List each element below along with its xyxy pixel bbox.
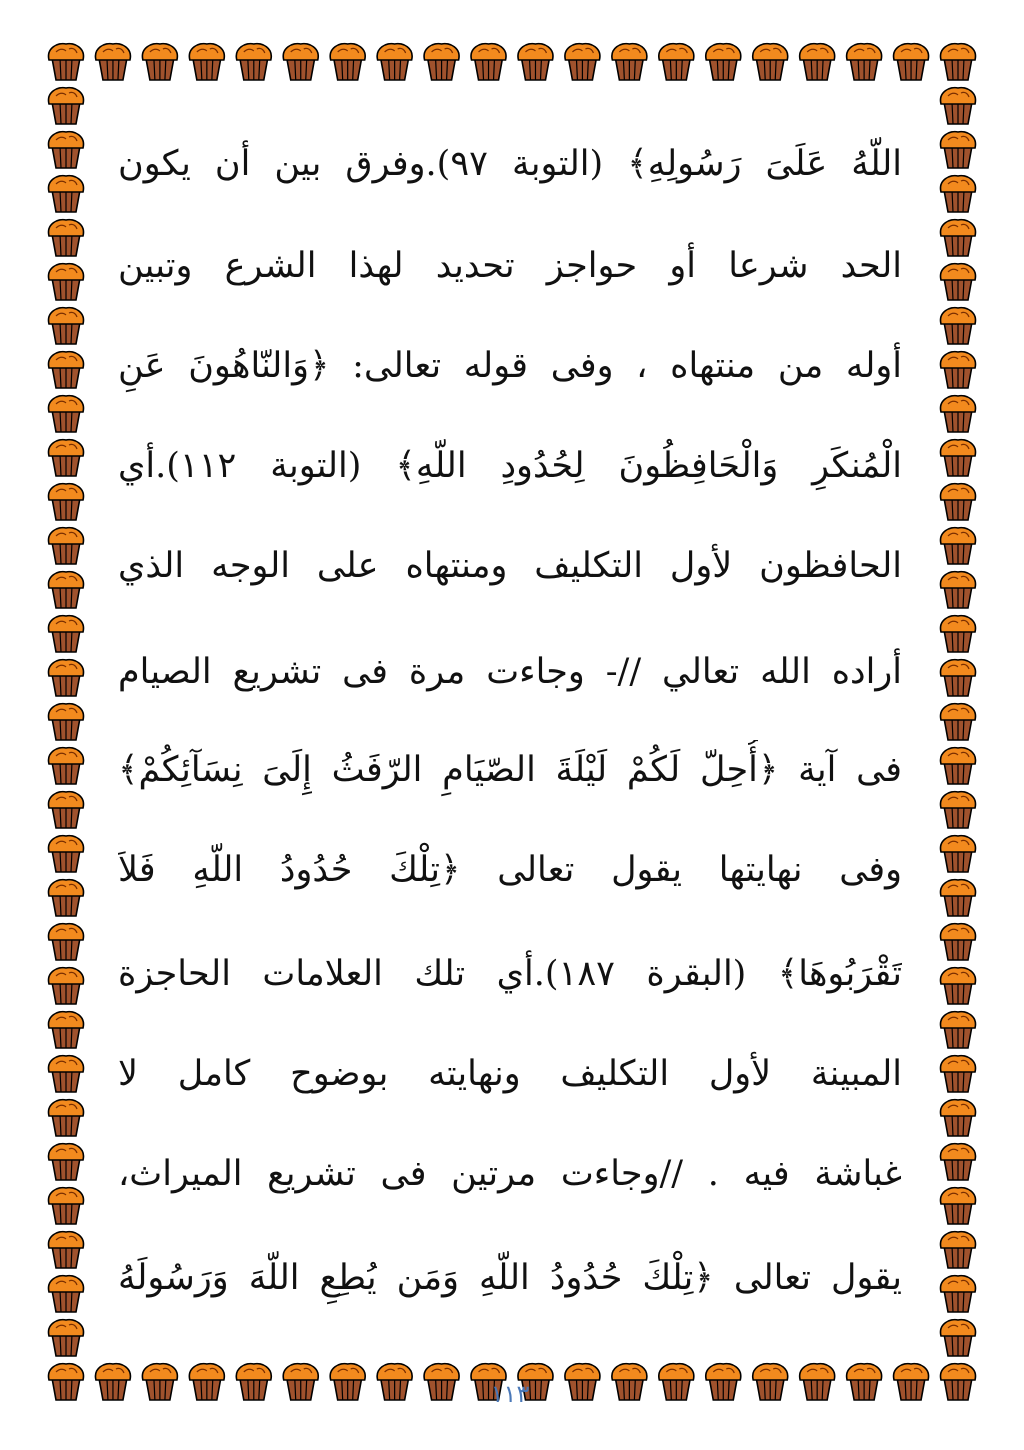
muffin-icon	[941, 924, 976, 960]
muffin-icon	[941, 1320, 976, 1356]
muffin-icon	[941, 264, 976, 300]
muffin-icon	[283, 44, 318, 80]
muffin-icon	[941, 1144, 976, 1180]
muffin-icon	[941, 792, 976, 828]
muffin-icon	[189, 44, 224, 80]
muffin-icon	[49, 1364, 84, 1400]
muffin-icon	[49, 1144, 84, 1180]
text-line: يقول تعالى ﴿تِلْكَ حُدُودُ اللّهِ وَمَن يُطِعِ اللّهَ وَرَسُولَهُ	[118, 1258, 902, 1298]
text-line: الحافظون لأول التكليف ومنتهاه على الوجه الذي	[118, 546, 902, 586]
muffin-icon	[236, 44, 271, 80]
muffin-icon	[424, 44, 459, 80]
muffin-icon	[49, 440, 84, 476]
muffin-icon	[753, 44, 788, 80]
muffin-icon	[941, 1188, 976, 1224]
muffin-icon	[49, 1276, 84, 1312]
muffin-icon	[941, 1012, 976, 1048]
muffin-icon	[49, 880, 84, 916]
document-page	[110, 112, 910, 1408]
muffin-icon	[49, 264, 84, 300]
muffin-icon	[471, 44, 506, 80]
text-line: تَقْرَبُوهَا﴾ (البقرة ١٨٧).أي تلك العلامات الحاجزة	[118, 954, 902, 994]
muffin-icon	[941, 1232, 976, 1268]
muffin-icon	[941, 968, 976, 1004]
muffin-icon	[49, 660, 84, 696]
text-line: الحد شرعا أو حواجز تحديد لهذا الشرع وتبين	[118, 246, 902, 286]
muffin-icon	[941, 880, 976, 916]
muffin-icon	[49, 396, 84, 432]
muffin-icon	[377, 44, 412, 80]
muffin-icon	[941, 308, 976, 344]
muffin-icon	[941, 396, 976, 432]
muffin-icon	[95, 44, 130, 80]
muffin-icon	[49, 44, 84, 80]
muffin-icon	[941, 44, 976, 80]
muffin-icon	[49, 616, 84, 652]
muffin-icon	[800, 44, 835, 80]
muffin-icon	[49, 572, 84, 608]
muffin-icon	[49, 220, 84, 256]
muffin-icon	[49, 1056, 84, 1092]
muffin-icon	[49, 1100, 84, 1136]
muffin-icon	[49, 1188, 84, 1224]
muffin-icon	[49, 352, 84, 388]
muffin-icon	[612, 44, 647, 80]
text-line: الْمُنكَرِ وَالْحَافِظُونَ لِحُدُودِ اللّهِ﴾ (التوبة ١١٢).أي	[118, 446, 902, 486]
page-number: ١١٣	[490, 1380, 530, 1408]
muffin-icon	[941, 704, 976, 740]
muffin-icon	[941, 88, 976, 124]
muffin-icon	[941, 528, 976, 564]
muffin-icon	[49, 924, 84, 960]
muffin-icon	[706, 44, 741, 80]
muffin-icon	[941, 440, 976, 476]
muffin-icon	[565, 44, 600, 80]
muffin-icon	[49, 1012, 84, 1048]
text-line: وفى نهايتها يقول تعالى ﴿تِلْكَ حُدُودُ اللّهِ فَلاَ	[118, 850, 902, 890]
muffin-icon	[941, 1056, 976, 1092]
muffin-icon	[330, 44, 365, 80]
muffin-icon	[941, 660, 976, 696]
muffin-icon	[49, 1320, 84, 1356]
text-line: غباشة فيه . //وجاءت مرتين فى تشريع الميراث،	[118, 1154, 902, 1194]
muffin-icon	[49, 176, 84, 212]
muffin-icon	[941, 220, 976, 256]
muffin-icon	[941, 1100, 976, 1136]
muffin-icon	[941, 748, 976, 784]
muffin-icon	[142, 44, 177, 80]
muffin-icon	[941, 616, 976, 652]
text-line: اللّهُ عَلَىَ رَسُولِهِ﴾ (التوبة ٩٧).وفرق بين أن يكون	[118, 144, 902, 184]
muffin-icon	[49, 308, 84, 344]
muffin-icon	[894, 44, 929, 80]
text-line: أوله من منتهاه ، وفى قوله تعالى: ﴿وَالنّاهُونَ عَنِ	[118, 346, 902, 386]
muffin-icon	[941, 1276, 976, 1312]
muffin-icon	[518, 44, 553, 80]
muffin-icon	[49, 704, 84, 740]
muffin-icon	[941, 572, 976, 608]
muffin-icon	[49, 792, 84, 828]
muffin-icon	[941, 352, 976, 388]
muffin-icon	[941, 176, 976, 212]
muffin-icon	[941, 132, 976, 168]
text-line: المبينة لأول التكليف ونهايته بوضوح كامل لا	[118, 1054, 902, 1094]
muffin-icon	[49, 968, 84, 1004]
muffin-icon	[49, 1232, 84, 1268]
muffin-icon	[847, 44, 882, 80]
text-line: أراده الله تعالي //- وجاءت مرة فى تشريع الصيام	[118, 652, 902, 692]
muffin-icon	[49, 88, 84, 124]
muffin-icon	[49, 484, 84, 520]
muffin-icon	[659, 44, 694, 80]
muffin-icon	[49, 132, 84, 168]
muffin-icon	[941, 1364, 976, 1400]
muffin-icon	[941, 836, 976, 872]
muffin-icon	[941, 484, 976, 520]
muffin-icon	[49, 748, 84, 784]
text-line: فى آية ﴿أُحِلّ لَكُمْ لَيْلَةَ الصّيَامِ الرّفَثُ إِلَىَ نِسَآئِكُمْ﴾	[118, 750, 902, 790]
muffin-icon	[49, 836, 84, 872]
muffin-icon	[49, 528, 84, 564]
